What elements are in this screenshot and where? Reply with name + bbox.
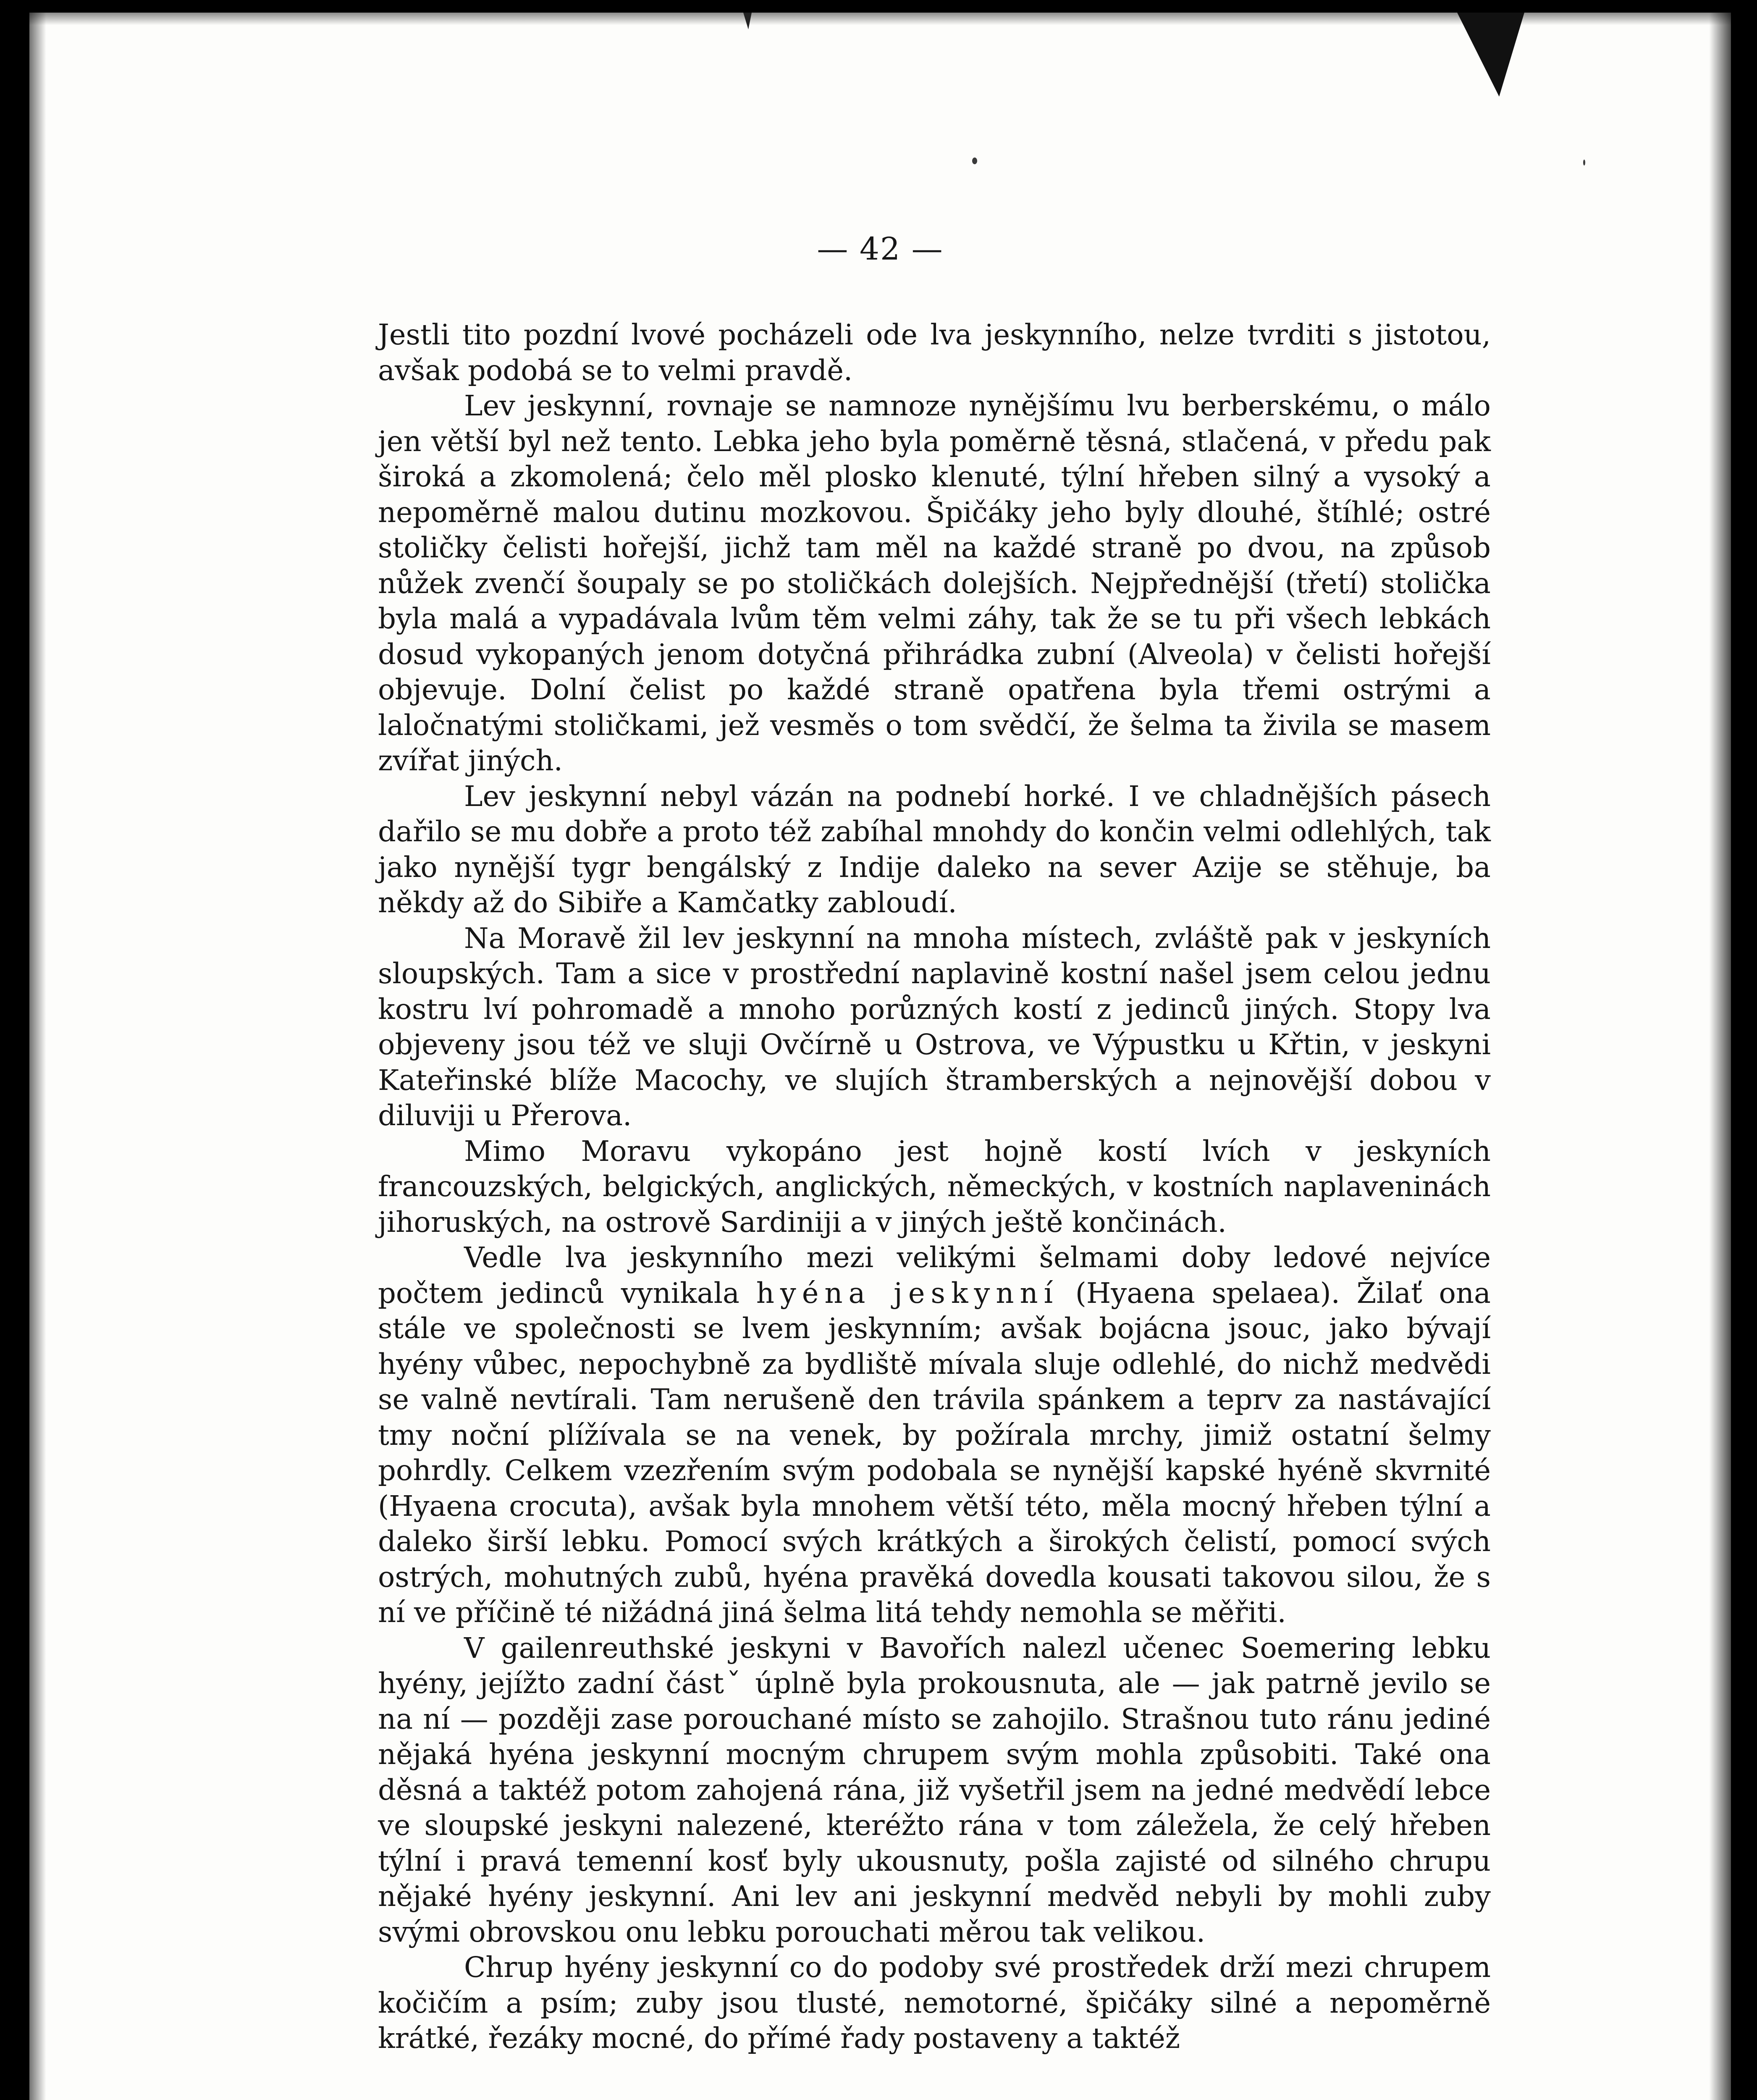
paragraph-3: Lev jeskynní nebyl vázán na podnebí horké. I ve chladnějších pásech dařilo se mu dobře a proto též zabíhal mnohdy do končin velmi odlehlých, tak jako nynější tygr bengálský z Indije daleko na sever Azije se stěhuje, ba někdy až do Sibiře a Kamčatky zabloudí.	[378, 780, 1491, 919]
paragraph-8: Chrup hyény jeskynní co do podoby své prostředek drží mezi chrupem kočičím a psím; zuby jsou tlusté, nemotorné, špičáky silné a nepoměrně krátké, řezáky mocné, do přímé řady postaveny a taktéž	[378, 1951, 1491, 2055]
paragraph-1: Jestli tito pozdní lvové pocházeli ode lva jeskynního, nelze tvrditi s jistotou, avšak podobá se to velmi pravdě.	[378, 318, 1491, 387]
paragraph-7: V gailenreuthské jeskyni v Bavořích nalezl učenec Soemering lebku hyény, jejížto zadní částˇ úplně byla prokousnuta, ale — jak patrně jevilo se na ní — později zase porouchané místo se zahojilo. Strašnou tuto ránu jediné nějaká hyéna jeskynní mocným chrupem svým mohla způsobiti. Také ona děsná a taktéž potom zahojená rána, již vyšetřil jsem na jedné medvědí lebce ve sloupské jeskyni nalezené, kteréžto rána v tom záleželа, že celý hřeben týlní i pravá temenní kosť byly ukousnuty, pošla zajisté od silného chrupu nějaké hyény jeskynní. Ani lev ani jeskynní medvěd nebyli by mohli zuby svými obrovskou onu lebku porouchati měrou tak velikou.	[378, 1631, 1491, 1948]
paragraph-6	[378, 1240, 1491, 1630]
speck	[1583, 160, 1585, 165]
paragraph-6-rest: (Hyaena spelaea). Žilať ona stále ve společnosti se lvem jeskynním; avšak bojácna jsouc, jako bývají hyény vůbec, nepochybně za bydliště mívala sluje odlehlé, do nichž medvědi se valně nevtírali. Tam nerušeně den trávila spánkem a teprv za nastávající tmy noční plížívala se na venek, by požírala mrchy, jimiž ostatní šelmy pohrdly. Celkem vzezřením svým podobala se nynější kapské hyéně skvrnité (Hyaena crocuta), avšak byla mnohem větší této, měla mocný hřeben týlní a daleko širší lebku. Pomocí svých krátkých a širokých čelistí, pomocí svých ostrých, mohutných zubů, hyéna pravěká dovedla kousati takovou silou, že s ní ve příčině té nižádná jiná šelma litá tehdy nemohla se měřiti.	[378, 1276, 1491, 1629]
page-number: — 42 —	[817, 231, 944, 267]
top-right-dark-notch	[1457, 13, 1524, 97]
spaced-term-hyena: hyéna jeskynní	[756, 1276, 1059, 1310]
speck	[972, 158, 977, 164]
paragraph-5: Mimo Moravu vykopáno jest hojně kostí lvích v jeskyních francouzských, belgických, anglických, německých, v kostních naplaveninách jihoruských, na ostrově Sardiniji a v jiných ještě končinách.	[378, 1134, 1491, 1239]
body-text	[378, 317, 1491, 2056]
paragraph-6-intro: Vedle lva jeskynního mezi velikými šelmami doby ledové nejvíce počtem jedinců vynikala	[378, 1241, 1491, 1310]
scanned-page	[29, 13, 1731, 2100]
paragraph-2: Lev jeskynní, rovnaje se namnoze nynějšímu lvu berberskému, o málo jen větší byl než tento. Lebka jeho byla poměrně těsná, stlačená, v předu pak široká a zkomolená; čelo měl plosko klenuté, týlní hřeben silný a vysoký a nepoměrně malou dutinu mozkovou. Špičáky jeho byly dlouhé, štíhlé; ostré stoličky čelisti hořejší, jichž tam měl na každé straně po dvou, na způsob nůžek zvenčí šoupaly se po stoličkách dolejších. Nejpřednější (třetí) stolička byla malá a vypadávala lvům těm velmi záhy, tak že se tu při všech lebkách dosud vykopaných jenom dotyčná přihrádka zubní (Alveola) v čelisti hořejší objevuje. Dolní čelist po každé straně opatřena byla třemi ostrými a laločnatými stoličkami, jež vesměs o tom svědčí, že šelma ta živila se masem zvířat jiných.	[378, 389, 1491, 777]
paragraph-4: Na Moravě žil lev jeskynní na mnoha místech, zvláště pak v jeskyních sloupských. Tam a sice v prostřední naplavině kostní našel jsem celou jednu kostru lví pohromadě a mnoho porůzných kostí z jedinců jiných. Stopy lva objeveny jsou též ve sluji Ovčírně u Ostrova, ve Výpustku u Křtin, v jeskyni Kateřinské blíže Macochy, ve slujích štramberských a nejnovější dobou v diluviji u Přerova.	[378, 921, 1491, 1132]
